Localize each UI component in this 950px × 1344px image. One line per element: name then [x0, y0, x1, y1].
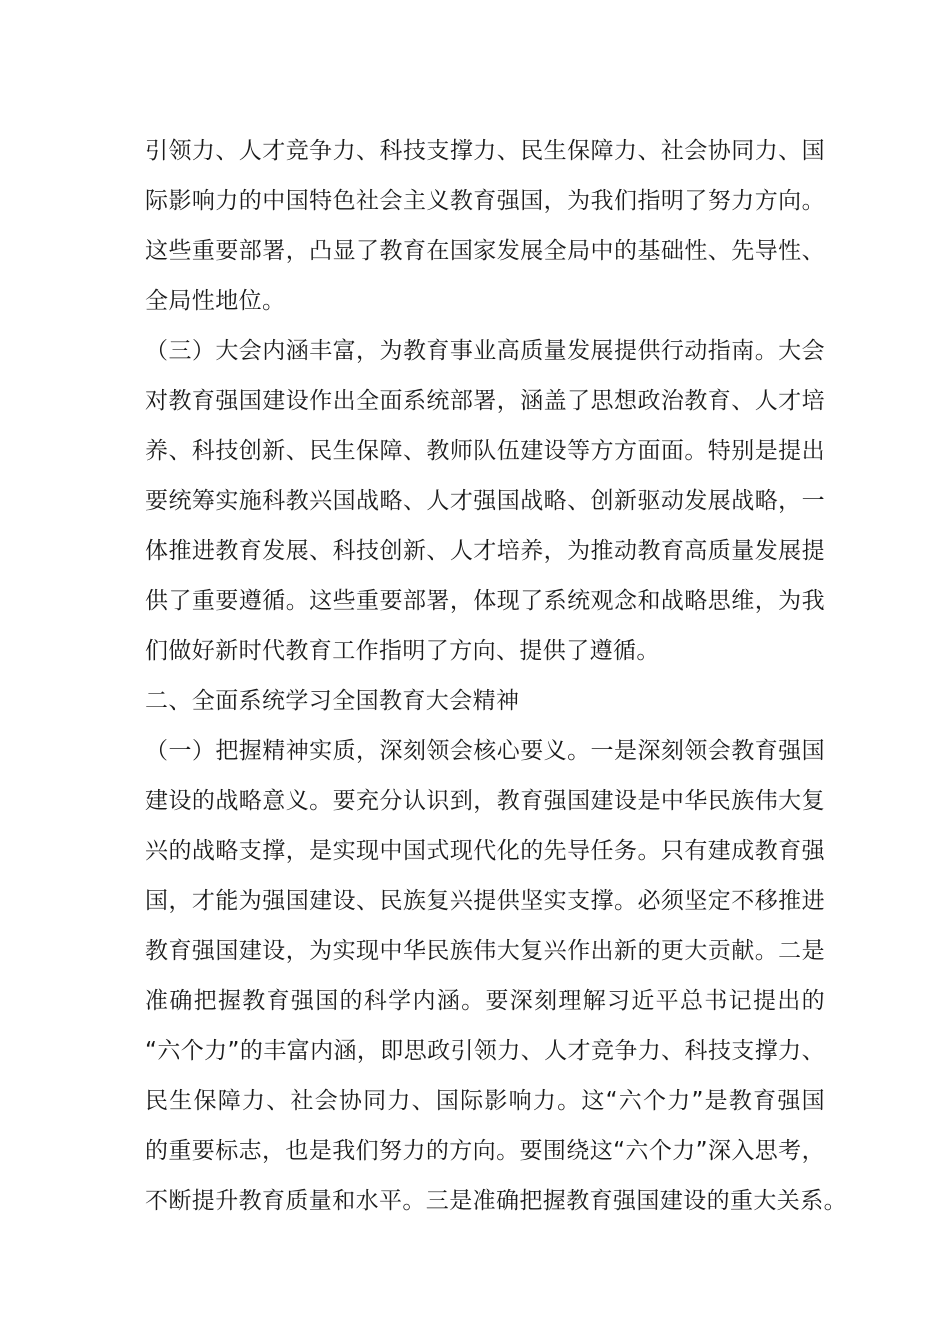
- section-heading-1: （一）把握精神实质，深刻领会核心要义。一是深刻领会教育强国: [145, 738, 825, 764]
- text-line-20: 民生保障力、社会协同力、国际影响力。这“六个力”是教育强国: [145, 1088, 825, 1114]
- text-line-4: 全局性地位。: [145, 288, 286, 314]
- section-heading-3: （三）大会内涵丰富，为教育事业高质量发展提供行动指南。大会: [145, 338, 825, 364]
- text-line-3: 这些重要部署，凸显了教育在国家发展全局中的基础性、先导性、: [145, 238, 825, 264]
- text-line-21: 的重要标志，也是我们努力的方向。要围绕这“六个力”深入思考，: [145, 1138, 825, 1164]
- text-line-1: 引领力、人才竞争力、科技支撑力、民生保障力、社会协同力、国: [145, 138, 825, 164]
- text-line-16: 国，才能为强国建设、民族复兴提供坚实支撑。必须坚定不移推进: [145, 888, 825, 914]
- text-line-2: 际影响力的中国特色社会主义教育强国，为我们指明了努力方向。: [145, 188, 825, 214]
- text-line-8: 要统筹实施科教兴国战略、人才强国战略、创新驱动发展战略，一: [145, 488, 825, 514]
- text-line-10: 供了重要遵循。这些重要部署，体现了系统观念和战略思维，为我: [145, 588, 825, 614]
- text-line-7: 养、科技创新、民生保障、教师队伍建设等方方面面。特别是提出: [145, 438, 825, 464]
- text-line-6: 对教育强国建设作出全面系统部署，涵盖了思想政治教育、人才培: [145, 388, 825, 414]
- chapter-heading-2: 二、全面系统学习全国教育大会精神: [145, 688, 520, 714]
- text-line-18: 准确把握教育强国的科学内涵。要深刻理解习近平总书记提出的: [145, 988, 825, 1014]
- text-line-11: 们做好新时代教育工作指明了方向、提供了遵循。: [145, 638, 660, 664]
- text-line-15: 兴的战略支撑，是实现中国式现代化的先导任务。只有建成教育强: [145, 838, 825, 864]
- text-line-22: 不断提升教育质量和水平。三是准确把握教育强国建设的重大关系。: [145, 1188, 847, 1214]
- text-line-19: “六个力”的丰富内涵，即思政引领力、人才竞争力、科技支撑力、: [145, 1038, 825, 1064]
- text-line-14: 建设的战略意义。要充分认识到，教育强国建设是中华民族伟大复: [145, 788, 825, 814]
- text-line-9: 体推进教育发展、科技创新、人才培养，为推动教育高质量发展提: [145, 538, 825, 564]
- text-line-17: 教育强国建设，为实现中华民族伟大复兴作出新的更大贡献。二是: [145, 938, 825, 964]
